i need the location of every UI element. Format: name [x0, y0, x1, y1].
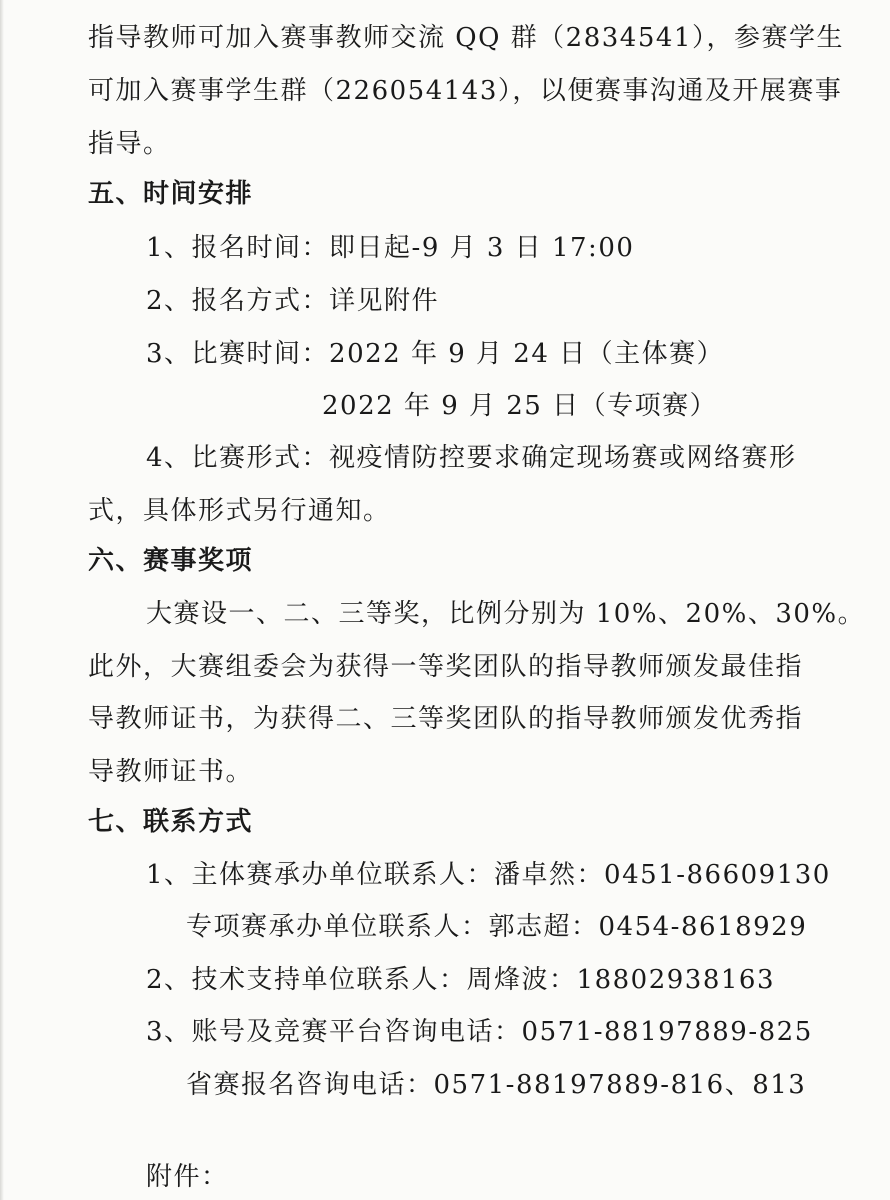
schedule-item-competition-format-cont: 式，具体形式另行通知。 — [88, 496, 391, 526]
schedule-item-competition-time-special: 2022 年 9 月 25 日（专项赛） — [322, 391, 718, 421]
attachment-label: 附件： — [146, 1162, 229, 1192]
awards-paragraph-line-2: 此外，大赛组委会为获得一等奖团队的指导教师颁发最佳指 — [88, 652, 804, 682]
intro-line-3: 指导。 — [88, 129, 171, 159]
page-edge-shadow — [0, 0, 4, 1200]
contact-tech-support: 2、技术支持单位联系人：周烽波：18802938163 — [146, 965, 776, 995]
intro-line-2: 可加入赛事学生群（226054143），以便赛事沟通及开展赛事 — [88, 76, 843, 106]
section-heading-schedule: 五、时间安排 — [88, 179, 254, 209]
contact-platform-phone: 3、账号及竞赛平台咨询电话：0571-88197889-825 — [146, 1017, 813, 1047]
schedule-item-competition-time: 3、比赛时间：2022 年 9 月 24 日（主体赛） — [146, 339, 725, 369]
intro-line-1: 指导教师可加入赛事教师交流 QQ 群（2834541），参赛学生 — [88, 23, 844, 53]
schedule-item-registration-time: 1、报名时间：即日起-9 月 3 日 17:00 — [146, 233, 635, 263]
section-heading-contact: 七、联系方式 — [88, 807, 254, 837]
awards-paragraph-line-3: 导教师证书，为获得二、三等奖团队的指导教师颁发优秀指 — [88, 704, 804, 734]
schedule-item-registration-method: 2、报名方式：详见附件 — [146, 286, 440, 316]
contact-special-organizer: 专项赛承办单位联系人：郭志超：0454-8618929 — [186, 912, 808, 942]
contact-registration-phone: 省赛报名咨询电话：0571-88197889-816、813 — [186, 1070, 807, 1100]
schedule-item-competition-format: 4、比赛形式：视疫情防控要求确定现场赛或网络赛形 — [146, 443, 797, 473]
contact-main-organizer: 1、主体赛承办单位联系人：潘卓然：0451-86609130 — [146, 860, 831, 890]
awards-paragraph-line-4: 导教师证书。 — [88, 757, 254, 787]
section-heading-awards: 六、赛事奖项 — [88, 546, 254, 576]
awards-paragraph-line-1: 大赛设一、二、三等奖，比例分别为 10%、20%、30%。 — [146, 599, 866, 629]
